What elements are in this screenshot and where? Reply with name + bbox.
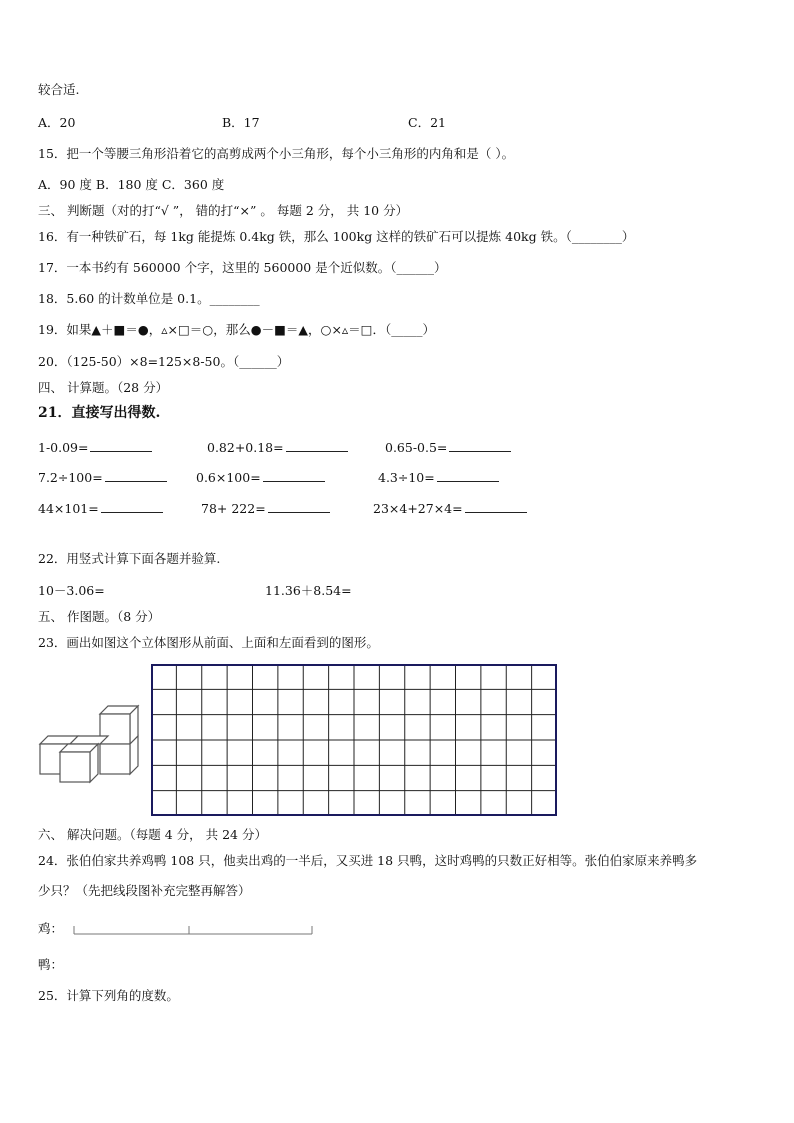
q21-r3-c2 bbox=[201, 501, 330, 517]
expr: 78+ 222= bbox=[201, 501, 266, 516]
question-18: 18．5.60 的计数单位是 0.1。________ bbox=[38, 291, 260, 306]
expr: 7.2÷100= bbox=[38, 470, 103, 485]
q14-option-a: A．20 bbox=[38, 115, 76, 130]
answer-blank[interactable] bbox=[286, 440, 348, 452]
q22-title: 22．用竖式计算下面各题并验算. bbox=[38, 551, 221, 566]
section-5-heading: 五、 作图题。（8 分） bbox=[38, 609, 161, 624]
q22-item-2: 11.36＋8.54= bbox=[265, 583, 352, 598]
question-20: 20．（125-50）×8=125×8-50。（______） bbox=[38, 354, 290, 369]
expr: 0.65-0.5= bbox=[385, 440, 448, 455]
answer-blank[interactable] bbox=[437, 470, 499, 482]
answer-blank[interactable] bbox=[101, 501, 163, 513]
q21-r3-c3 bbox=[373, 501, 527, 517]
cube-face bbox=[60, 752, 90, 782]
duck-label: 鸭： bbox=[38, 957, 64, 972]
cube-face bbox=[100, 744, 130, 774]
question-17: 17．一本书约有 560000 个字，这里的 560000 是个近似数。（______） bbox=[38, 260, 447, 275]
answer-blank[interactable] bbox=[263, 470, 325, 482]
q24-line-2: 少只？（先把线段图补充完整再解答） bbox=[38, 883, 251, 898]
expr: 1-0.09= bbox=[38, 440, 89, 455]
q21-r3-c1 bbox=[38, 501, 163, 517]
answer-blank[interactable] bbox=[465, 501, 527, 513]
q15-options: A．90 度 B．180 度 C．360 度 bbox=[38, 177, 225, 192]
expr: 23×4+27×4= bbox=[373, 501, 463, 516]
q22-item-1: 10－3.06= bbox=[38, 583, 105, 598]
q21-r2-c1 bbox=[38, 470, 167, 486]
expr: 0.6×100= bbox=[196, 470, 261, 485]
expr: 4.3÷10= bbox=[378, 470, 435, 485]
drawing-grid[interactable] bbox=[151, 664, 557, 816]
q15-stem: 15．把一个等腰三角形沿着它的高剪成两个小三角形，每个小三角形的内角和是（ ）。 bbox=[38, 146, 515, 161]
chicken-label: 鸡： bbox=[38, 921, 64, 936]
expr: 0.82+0.18= bbox=[207, 440, 284, 455]
question-19: 19．如果▲＋■＝●，▵×□＝○，那么●－■＝▲，○×▵＝□．（_____） bbox=[38, 322, 435, 337]
q14-option-c: C．21 bbox=[408, 115, 446, 130]
q25-title: 25．计算下列角的度数。 bbox=[38, 988, 179, 1003]
q23-title: 23．画出如图这个立体图形从前面、上面和左面看到的图形。 bbox=[38, 635, 379, 650]
cube-figure-icon bbox=[38, 702, 140, 784]
chicken-segment-diagram bbox=[72, 921, 316, 939]
section-6-heading: 六、 解决问题。（每题 4 分， 共 24 分） bbox=[38, 827, 267, 842]
q14-option-b: B．17 bbox=[222, 115, 260, 130]
q21-r2-c2 bbox=[196, 470, 325, 486]
q24-line-1: 24．张伯伯家共养鸡鸭 108 只，他卖出鸡的一半后，又买进 18 只鸭，这时鸡鸭的只数正好相等。张伯伯家原来养鸭多 bbox=[38, 853, 698, 868]
answer-blank[interactable] bbox=[268, 501, 330, 513]
answer-blank[interactable] bbox=[105, 470, 167, 482]
q21-r1-c2 bbox=[207, 440, 348, 456]
q21-r2-c3 bbox=[378, 470, 499, 486]
q21-title: 21．直接写出得数. bbox=[38, 405, 161, 421]
q21-r1-c1 bbox=[38, 440, 152, 456]
answer-blank[interactable] bbox=[90, 440, 152, 452]
intro-tail: 较合适. bbox=[38, 82, 80, 97]
section-4-heading: 四、 计算题。（28 分） bbox=[38, 380, 169, 395]
q21-r1-c3 bbox=[385, 440, 511, 456]
question-16: 16．有一种铁矿石，每 1kg 能提炼 0.4kg 铁，那么 100kg 这样的铁矿石可以提炼 40kg 铁。（________） bbox=[38, 229, 635, 244]
answer-blank[interactable] bbox=[449, 440, 511, 452]
section-3-heading: 三、 判断题（对的打“√ ”， 错的打“×” 。 每题 2 分， 共 10 分） bbox=[38, 203, 409, 218]
expr: 44×101= bbox=[38, 501, 99, 516]
